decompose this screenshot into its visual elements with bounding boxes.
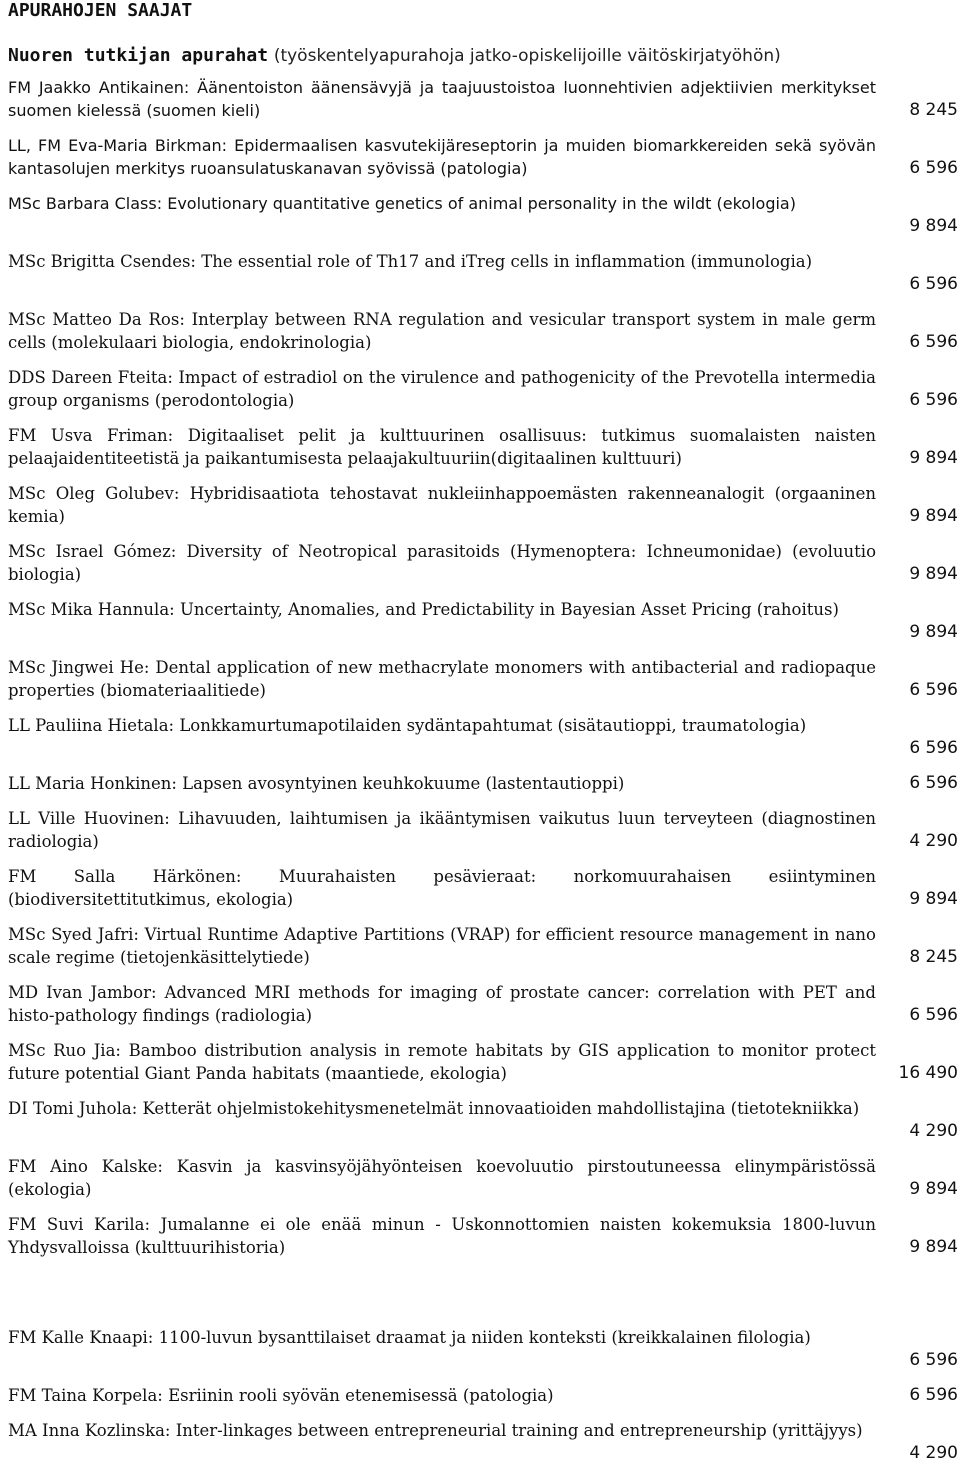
recipient-description: MSc Syed Jafri: Virtual Runtime Adaptive Partitions (VRAP) for efficient resource management in nano scale regime (tietojenkäsittelytiede) — [8, 925, 876, 967]
recipient-description: MSc Jingwei He: Dental application of new methacrylate monomers with antibacterial and radiopaque properties (biomateriaalitiede) — [8, 658, 876, 700]
list-item — [8, 308, 958, 366]
grant-amount: 6 596 — [909, 332, 958, 352]
list-item — [8, 772, 958, 807]
recipient-description: FM Taina Korpela: Esriinin rooli syövän etenemisessä (patologia) — [8, 1386, 554, 1405]
list-item — [8, 807, 958, 865]
list-item — [8, 656, 958, 714]
list-gap — [8, 1271, 958, 1326]
recipient-description: FM Jaakko Antikainen: Äänentoiston äänensävyjä ja taajuustoistoa luonnehtivien adjektiivien merkitykset suomen kielessä (suomen kieli) — [8, 78, 876, 120]
grant-category-heading — [8, 44, 958, 68]
grant-amount: 9 894 — [909, 506, 958, 526]
recipient-description: LL Pauliina Hietala: Lonkkamurtumapotilaiden sydäntapahtumat (sisätautioppi, traumatologia) — [8, 716, 807, 735]
recipient-description: FM Usva Friman: Digitaaliset pelit ja kulttuurinen osallisuus: tutkimus suomalaisten naisten pelaajaidentiteetistä ja paikantumisesta pelaajakultuuriin(digitaalinen kulttuuri) — [8, 426, 876, 468]
list-item — [8, 134, 958, 192]
grant-amount: 9 894 — [909, 564, 958, 584]
list-item — [8, 714, 958, 772]
grant-amount: 6 596 — [909, 1350, 958, 1370]
recipient-description: DDS Dareen Fteita: Impact of estradiol on the virulence and pathogenicity of the Prevotella intermedia group organisms (perodontologia) — [8, 368, 876, 410]
list-item — [8, 1326, 958, 1384]
list-item — [8, 482, 958, 540]
grant-amount: 9 894 — [909, 889, 958, 909]
grant-amount: 9 894 — [909, 1179, 958, 1199]
recipient-description: FM Salla Härkönen: Muurahaisten pesävieraat: norkomuurahaisen esiintyminen (biodiversitettitutkimus, ekologia) — [8, 867, 876, 909]
recipient-description: MSc Barbara Class: Evolutionary quantitative genetics of animal personality in the wildt (ekologia) — [8, 194, 796, 213]
list-item — [8, 1213, 958, 1271]
list-item — [8, 540, 958, 598]
grant-amount: 6 596 — [909, 1385, 958, 1405]
list-item — [8, 598, 958, 656]
list-item — [8, 1419, 958, 1477]
list-item — [8, 1384, 958, 1419]
recipient-description: FM Aino Kalske: Kasvin ja kasvinsyöjähyönteisen koevoluutio pirstoutuneessa elinympäristössä (ekologia) — [8, 1157, 876, 1199]
list-item — [8, 424, 958, 482]
list-item — [8, 1155, 958, 1213]
grant-category-description: (työskentelyapurahoja jatko-opiskelijoille väitöskirjatyöhön) — [273, 46, 781, 66]
list-item — [8, 865, 958, 923]
grant-recipient-list — [8, 76, 958, 1271]
list-item — [8, 250, 958, 308]
recipient-description: DI Tomi Juhola: Ketterät ohjelmistokehitysmenetelmät innovaatioiden mahdollistajina (tietotekniikka) — [8, 1099, 860, 1118]
grant-amount: 8 245 — [909, 947, 958, 967]
list-item — [8, 76, 958, 134]
list-item — [8, 1097, 958, 1155]
grant-amount: 4 290 — [909, 831, 958, 851]
recipient-description: MSc Brigitta Csendes: The essential role of Th17 and iTreg cells in inflammation (immunologia) — [8, 252, 813, 271]
list-item — [8, 923, 958, 981]
grant-amount: 6 596 — [909, 738, 958, 758]
grant-amount: 6 596 — [909, 274, 958, 294]
grant-recipient-list-continued — [8, 1326, 958, 1477]
list-item — [8, 1039, 958, 1097]
grant-amount: 9 894 — [909, 622, 958, 642]
grant-amount: 9 894 — [909, 1237, 958, 1257]
recipient-description: MSc Matteo Da Ros: Interplay between RNA regulation and vesicular transport system in male germ cells (molekulaari biologia, endokrinologia) — [8, 310, 876, 352]
grant-amount: 16 490 — [898, 1063, 958, 1083]
recipient-description: LL Maria Honkinen: Lapsen avosyntyinen keuhkokuume (lastentautioppi) — [8, 774, 625, 793]
recipient-description: LL Ville Huovinen: Lihavuuden, laihtumisen ja ikääntymisen vaikutus luun terveyteen (diagnostinen radiologia) — [8, 809, 876, 851]
list-item — [8, 981, 958, 1039]
recipient-description: MD Ivan Jambor: Advanced MRI methods for imaging of prostate cancer: correlation with PET and histo-pathology findings (radiologia) — [8, 983, 876, 1025]
recipient-description: FM Suvi Karila: Jumalanne ei ole enää minun - Uskonnottomien naisten kokemuksia 1800-luvun Yhdysvalloissa (kulttuurihistoria) — [8, 1215, 876, 1257]
list-item — [8, 192, 958, 250]
recipient-description: FM Kalle Knaapi: 1100-luvun bysanttilaiset draamat ja niiden konteksti (kreikkalainen filologia) — [8, 1328, 811, 1347]
document-page — [8, 0, 958, 1477]
recipient-description: MSc Ruo Jia: Bamboo distribution analysis in remote habitats by GIS application to monitor protect future potential Giant Panda habitats (maantiede, ekologia) — [8, 1041, 876, 1083]
section-title: APURAHOJEN SAAJAT — [8, 0, 193, 21]
grant-category-name: Nuoren tutkijan apurahat — [8, 45, 269, 66]
recipient-description: LL, FM Eva-Maria Birkman: Epidermaalisen kasvutekijäreseptorin ja muiden biomarkkereiden sekä syövän kantasolujen merkitys ruoansulatuskanavan syövissä (patologia) — [8, 136, 876, 178]
recipient-description: MSc Israel Gómez: Diversity of Neotropical parasitoids (Hymenoptera: Ichneumonidae) (evoluutio biologia) — [8, 542, 876, 584]
recipient-description: MSc Mika Hannula: Uncertainty, Anomalies, and Predictability in Bayesian Asset Pricing (rahoitus) — [8, 600, 839, 619]
recipient-description: MA Inna Kozlinska: Inter-linkages between entrepreneurial training and entrepreneurship (yrittäjyys) — [8, 1421, 863, 1440]
grant-amount: 6 596 — [909, 1005, 958, 1025]
grant-amount: 4 290 — [909, 1121, 958, 1141]
grant-amount: 6 596 — [909, 773, 958, 793]
recipient-description: MSc Oleg Golubev: Hybridisaatiota tehostavat nukleiinhappoemästen rakenneanalogit (orgaaninen kemia) — [8, 484, 876, 526]
grant-amount: 9 894 — [909, 216, 958, 236]
grant-amount: 6 596 — [909, 390, 958, 410]
grant-amount: 9 894 — [909, 448, 958, 468]
grant-amount: 4 290 — [909, 1443, 958, 1463]
grant-amount: 8 245 — [909, 100, 958, 120]
grant-amount: 6 596 — [909, 680, 958, 700]
grant-amount: 6 596 — [909, 158, 958, 178]
list-item — [8, 366, 958, 424]
